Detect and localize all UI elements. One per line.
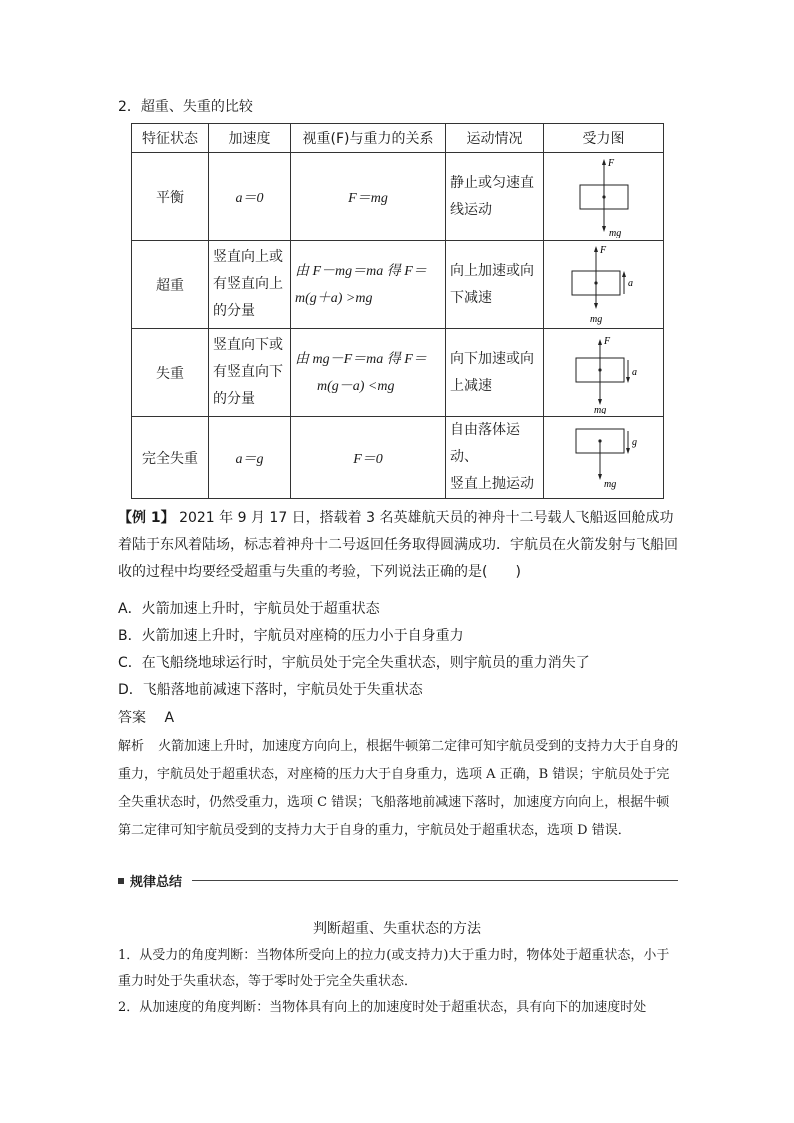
motion-line: 线运动: [450, 201, 492, 218]
force-diagram-weightless: [566, 332, 642, 414]
example-question: [118, 505, 678, 586]
motion-line: 静止或匀速直: [450, 174, 534, 191]
example-tag: 【例 1】: [118, 510, 175, 526]
relation-cell: [291, 153, 446, 241]
relation-line: F＝mg: [348, 190, 388, 206]
label-F: F: [599, 244, 606, 256]
analysis-label: 解析: [118, 739, 145, 754]
option-a: A．火箭加速上升时，宇航员处于超重状态: [118, 601, 380, 617]
comparison-table: [131, 123, 664, 499]
table-row: [132, 241, 664, 329]
rule-item: 2．从加速度的角度判断：当物体具有向上的加速度时处于超重状态，具有向下的加速度时处: [118, 1000, 647, 1015]
label-F: F: [607, 157, 614, 169]
force-diagram-complete-weightless: [566, 425, 642, 491]
label-g: g: [631, 436, 637, 448]
accel-cell: a＝0: [209, 153, 291, 241]
table-row: [132, 153, 664, 241]
force-diagram-overweight: [566, 244, 642, 326]
relation-line: m(g－a) <mg: [317, 378, 395, 394]
rule-item: 1．从受力的角度判断：当物体所受向上的拉力(或支持力)大于重力时，物体处于超重状态，小于重力时处于失重状态，等于零时处于完全失重状态．: [118, 948, 670, 989]
force-diagram-balance: [569, 156, 639, 238]
state-cell: 平衡: [132, 153, 209, 241]
header-accel: 加速度: [209, 124, 291, 153]
square-bullet-icon: [118, 878, 124, 884]
answer-label: 答案: [118, 710, 146, 726]
summary-label: 规律总结: [130, 875, 183, 890]
relation-cell: [291, 417, 446, 499]
force-diagram-cell: [544, 153, 664, 241]
answer-value: A: [164, 710, 175, 726]
motion-line: 向上加速或向: [450, 262, 534, 279]
accel-line: 竖直向下或: [213, 337, 283, 353]
relation-cell: [291, 329, 446, 417]
relation-line: 由 mg－F＝ma 得 F＝: [295, 351, 427, 367]
force-diagram-cell: [544, 329, 664, 417]
motion-line: 下减速: [450, 289, 492, 306]
label-mg: mg: [603, 478, 616, 490]
analysis-text: 火箭加速上升时，加速度方向向上，根据牛顿第二定律可知宇航员受到的支持力大于自身的重力，宇航员处于超重状态，对座椅的压力大于自身重力，选项 A 正确，B 错误；宇航员处于完全失重状态时，仍然受重力，选项 C 错误；飞船落地前减速下落时，加速度方向向上，根据牛顿第二定律可知宇航员受到的支持力大于自身的重力，宇航员处于超重状态，选项 D 错误．: [118, 739, 679, 838]
motion-line: 上减速: [450, 377, 492, 394]
option-d: D．飞船落地前减速下落时，宇航员处于失重状态: [118, 682, 423, 698]
option-c: C．在飞船绕地球运行时，宇航员处于完全失重状态，则宇航员的重力消失了: [118, 655, 590, 671]
accel-cell: [209, 241, 291, 329]
label-a: a: [627, 277, 633, 289]
header-state: 特征状态: [132, 124, 209, 153]
motion-line: 向下加速或向: [450, 350, 534, 367]
motion-cell: [446, 329, 544, 417]
table-row: [132, 329, 664, 417]
header-diagram: 受力图: [544, 124, 664, 153]
rules-list: [118, 943, 681, 1021]
motion-cell: [446, 241, 544, 329]
summary-header: [118, 871, 182, 890]
state-cell: 失重: [132, 329, 209, 417]
motion-line: 自由落体运动、: [450, 422, 520, 465]
force-diagram-cell: [544, 417, 664, 499]
summary-divider: [192, 880, 678, 881]
motion-line: 竖直上抛运动: [450, 476, 534, 492]
label-a: a: [631, 366, 637, 378]
motion-cell: [446, 153, 544, 241]
state-cell: 完全失重: [132, 417, 209, 499]
table-header-row: [132, 124, 664, 153]
table-row: [132, 417, 664, 499]
header-motion: 运动情况: [446, 124, 544, 153]
accel-line: 有竖直向下: [213, 364, 283, 380]
accel-line: 的分量: [213, 391, 255, 407]
answer-line: [118, 707, 174, 727]
accel-line: 竖直向上或: [213, 249, 283, 265]
label-F: F: [603, 335, 610, 347]
state-cell: 超重: [132, 241, 209, 329]
label-mg: mg: [608, 227, 621, 238]
accel-cell: [209, 329, 291, 417]
relation-line: 由 F－mg＝ma 得 F＝: [295, 263, 427, 279]
accel-cell: a＝g: [209, 417, 291, 499]
relation-cell: [291, 241, 446, 329]
accel-line: 的分量: [213, 303, 255, 319]
label-mg: mg: [593, 404, 606, 414]
header-relation: 视重(F)与重力的关系: [291, 124, 446, 153]
accel-line: 有竖直向上: [213, 276, 283, 292]
relation-line: F＝0: [353, 451, 383, 467]
example-text: 2021 年 9 月 17 日，搭载着 3 名英雄航天员的神舟十二号载人飞船返回舱成功着陆于东风着陆场，标志着神舟十二号返回任务取得圆满成功．宇航员在火箭发射与飞船回收的过程中均要经受超重与失重的考验，下列说法正确的是( ): [118, 510, 678, 580]
section-heading: 2．超重、失重的比较: [118, 99, 253, 115]
relation-line: m(g＋a) >mg: [295, 290, 373, 306]
label-mg: mg: [589, 313, 602, 325]
force-diagram-cell: [544, 241, 664, 329]
method-title: 判断超重、失重状态的方法: [313, 921, 481, 937]
option-b: B．火箭加速上升时，宇航员对座椅的压力小于自身重力: [118, 628, 464, 644]
motion-cell: [446, 417, 544, 499]
analysis-block: [118, 733, 681, 845]
